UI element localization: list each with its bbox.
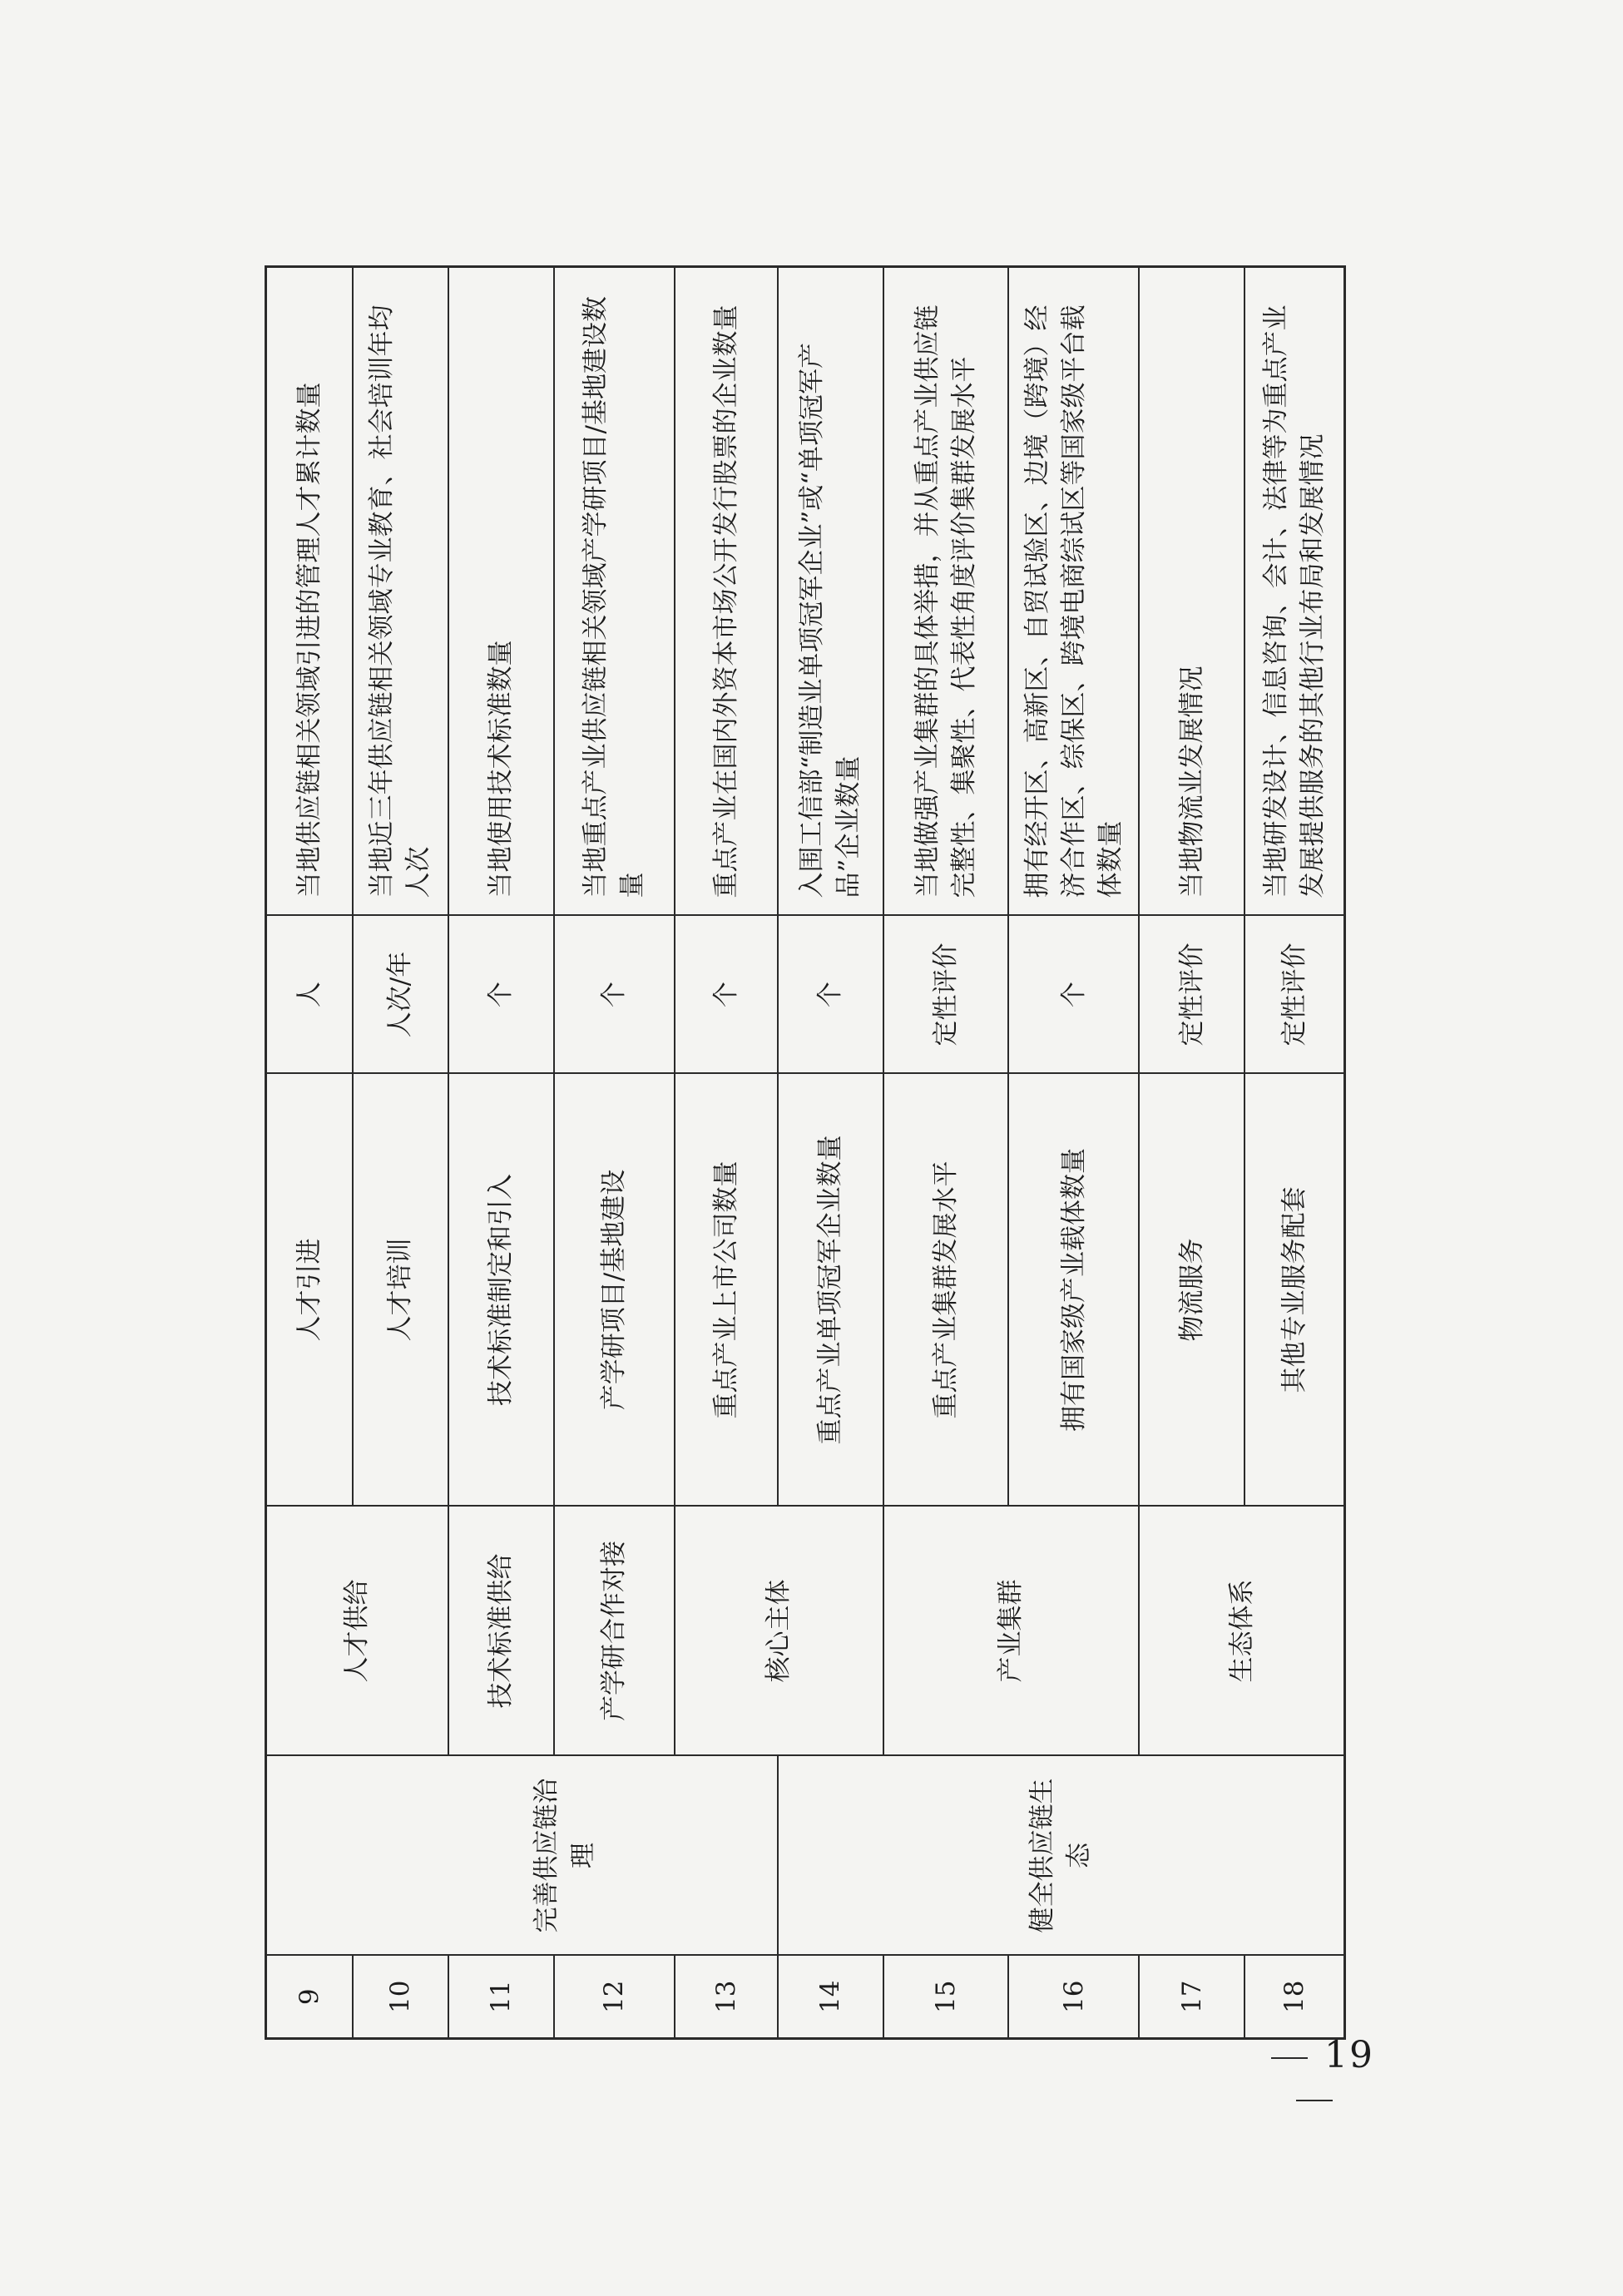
description-cell: 当地研发设计、信息咨询、会计、法律等为重点产业发展提供服务的其他行业布局和发展情况: [1244, 267, 1345, 916]
unit-cell: 个: [778, 916, 883, 1074]
indicator-table: [265, 265, 1346, 2040]
table-row: [778, 267, 883, 2039]
table-row: [266, 267, 353, 2039]
category-cell: 人才供给: [266, 1507, 448, 1756]
row-number: 18: [1244, 1956, 1345, 2039]
category-cell: 技术标准供给: [448, 1507, 554, 1756]
row-number: 16: [1008, 1956, 1139, 2039]
unit-cell: 人: [266, 916, 353, 1074]
unit-cell: 个: [448, 916, 554, 1074]
description-cell: 当地物流业发展情况: [1139, 267, 1244, 916]
indicator-name: 重点产业单项冠军企业数量: [778, 1074, 883, 1507]
description-cell: 当地近三年供应链相关领域专业教育、社会培训年均人次: [353, 267, 448, 916]
row-number: 10: [353, 1956, 448, 2039]
row-number: 14: [778, 1956, 883, 2039]
unit-cell: 定性评价: [1244, 916, 1345, 1074]
description-cell: 入围工信部“制造业单项冠军企业”或“单项冠军产品”企业数量: [778, 267, 883, 916]
row-number: 12: [554, 1956, 675, 2039]
group-cell: 完善供应链治理: [353, 1756, 778, 1956]
description-cell: 当地做强产业集群的具体举措，并从重点产业供应链完整性、集聚性、代表性角度评价集群发展水平: [883, 267, 1009, 916]
rotated-table-container: [265, 268, 1346, 2040]
indicator-name: 其他专业服务配套: [1244, 1074, 1345, 1507]
row-number: 9: [266, 1956, 353, 2039]
unit-cell: 定性评价: [1139, 916, 1244, 1074]
indicator-name: 拥有国家级产业载体数量: [1008, 1074, 1139, 1507]
description-cell: 当地供应链相关领域引进的管理人才累计数量: [266, 267, 353, 916]
unit-cell: 个: [1008, 916, 1139, 1074]
indicator-name: 物流服务: [1139, 1074, 1244, 1507]
indicator-name: 重点产业上市公司数量: [675, 1074, 778, 1507]
dash-right: [1296, 2100, 1333, 2101]
unit-cell: 人次/年: [353, 916, 448, 1074]
table-row: [353, 267, 448, 2039]
description-cell: 拥有经开区、高新区、自贸试验区、边境（跨境）经济合作区、综保区、跨境电商综试区等国家级平台载体数量: [1008, 267, 1139, 916]
page-number: [1231, 2034, 1398, 2119]
row-number: 17: [1139, 1956, 1244, 2039]
category-cell: 产学研合作对接: [554, 1507, 675, 1756]
indicator-name: 技术标准制定和引入: [448, 1074, 554, 1507]
group-cell: 健全供应链生态: [778, 1756, 1345, 1956]
unit-cell: 个: [554, 916, 675, 1074]
group-cell-empty: [266, 1756, 353, 1956]
indicator-name: 人才引进: [266, 1074, 353, 1507]
dash-left: [1271, 2057, 1308, 2059]
unit-cell: 定性评价: [883, 916, 1009, 1074]
unit-cell: 个: [675, 916, 778, 1074]
indicator-name: 重点产业集群发展水平: [883, 1074, 1009, 1507]
page-number-text: 19: [1324, 2034, 1374, 2076]
category-cell: 产业集群: [883, 1507, 1140, 1756]
category-cell: 核心主体: [675, 1507, 883, 1756]
row-number: 15: [883, 1956, 1009, 2039]
indicator-name: 产学研项目/基地建设: [554, 1074, 675, 1507]
row-number: 13: [675, 1956, 778, 2039]
category-cell: 生态体系: [1139, 1507, 1344, 1756]
row-number: 11: [448, 1956, 554, 2039]
description-cell: 重点产业在国内外资本市场公开发行股票的企业数量: [675, 267, 778, 916]
indicator-name: 人才培训: [353, 1074, 448, 1507]
description-cell: 当地重点产业供应链相关领域产学研项目/基地建设数量: [554, 267, 675, 916]
description-cell: 当地使用技术标准数量: [448, 267, 554, 916]
